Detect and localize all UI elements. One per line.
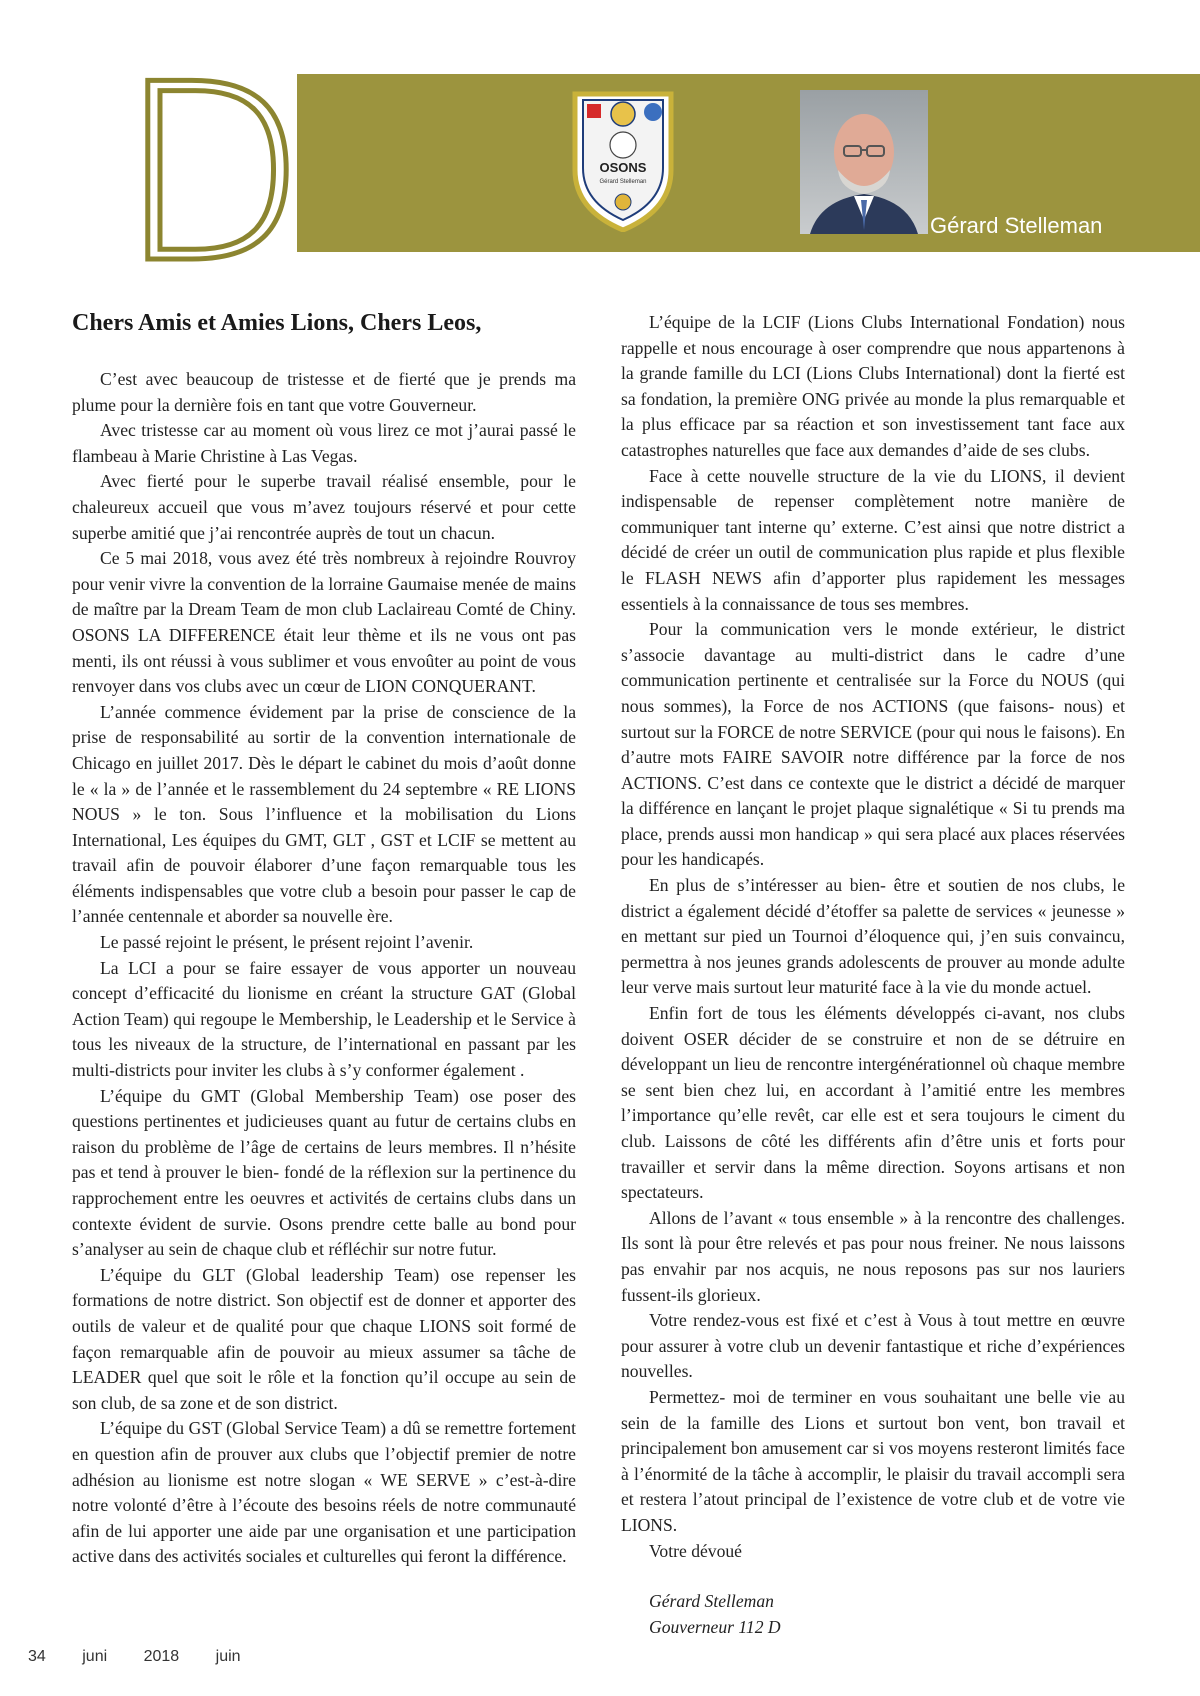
paragraph: Avec tristesse car au moment où vous lirez ce mot j’aurai passé le flambeau à Marie Christine à Las Vegas.: [72, 420, 576, 466]
letter-salutation: Chers Amis et Amies Lions, Chers Leos,: [72, 310, 482, 336]
flash-logo-icon: [644, 103, 662, 121]
footer-month-nl: juni: [82, 1648, 108, 1665]
left-column: [72, 367, 576, 1570]
paragraph: L’équipe du GMT (Global Membership Team) ose poser des questions pertinentes et judicieuses quant au futur de certains clubs en raison du problème de l’âge de certains de leurs membres. Il n’hésite pas et tend à prouver le bien- fondé de la réflexion sur la pertinence du rapprochement entre les oeuvres et activités de certains clubs dans un contexte évident de survie. Osons prendre cette balle au bond pour s’analyser au sein de chaque club et réfléchir sur notre futur.: [72, 1085, 576, 1260]
paragraph: Permettez- moi de terminer en vous souhaitant une belle vie au sein de la famille des Lions et surtout bon vent, bon travail et principalement bon amusement car si vos moyens resteront limités face à l’énormité de la tâche à accomplir, le plaisir du travail accompli sera et restera l’atout principal de l’existence de votre club et de votre vie LIONS.: [621, 1386, 1125, 1535]
page-number: 34: [28, 1648, 46, 1665]
footer-year: 2018: [143, 1648, 180, 1665]
paragraph: En plus de s’intéresser au bien- être et soutien de nos clubs, le district a également décidé d’étoffer sa palette de services « jeunesse » en mettant sur pied un Tournoi d’éloquence qui, j’en suis convaincu, permettra à nos jeunes grands adolescents de prouver au monde adulte leur verve mais surtout leur maturité face à la vie du monde actuel.: [621, 875, 1125, 998]
svg-text:OSONS: OSONS: [599, 160, 647, 175]
paragraph: C’est avec beaucoup de tristesse et de fierté que je prends ma plume pour la dernière fois en tant que votre Gouverneur.: [72, 369, 576, 415]
paragraph: Le passé rejoint le présent, le présent rejoint l’avenir.: [100, 932, 474, 953]
drop-letter: D: [118, 32, 307, 317]
lions-logo-icon: [615, 194, 631, 210]
paragraph: Avec fierté pour le superbe travail réalisé ensemble, pour le chaleureux accueil que vous m’avez toujours réservé et pour cette superbe amitié que j’ai rencontrée auprès de tout un chacun.: [72, 471, 576, 543]
paragraph: L’équipe de la LCIF (Lions Clubs International Fondation) nous rappelle et nous encourage à oser comprendre que nous appartenons à la grande famille du LCI (Lions Clubs International) dont la fierté est sa fondation, la première ONG privée au monde la plus remarquable et la plus efficace par sa réaction et son investissement tant face aux catastrophes naturelles que face aux demandes d’aide de ses clubs.: [621, 312, 1125, 460]
page-footer: [28, 1648, 259, 1666]
paragraph: L’année commence évidement par la prise de conscience de la prise de responsabilité au sortir de la convention internationale de Chicago en juillet 2017. Dès le départ le cabinet du mois d’août donne le « la » de l’année et le rassemblement du 24 septembre « RE LIONS NOUS » le ton. Sous l’influence et la mobilisation du Lions International, Les équipes du GMT, GLT , GST et LCIF se mettent au travail afin de pouvoir élaborer d’une façon remarquable tous les éléments indispensables que votre club a besoin pour passer le cap de l’année centennale et aborder sa nouvelle ère.: [72, 701, 576, 927]
signature-name: Gérard Stelleman: [649, 1591, 774, 1612]
paragraph: Votre rendez-vous est fixé et c’est à Vous à tout mettre en œuvre pour assurer à votre club un devenir fantastique et riche d’expériences nouvelles.: [621, 1310, 1125, 1382]
lions-emblem-icon: [610, 132, 636, 158]
paragraph: La LCI a pour se faire essayer de vous apporter un nouveau concept d’efficacité du lionisme en créant la structure GAT (Global Action Team) qui regoupe le Membership, le Leadership et le Service à tous les niveaux de la structure, de l’international en passant par les multi-districts pour inviter les clubs à s’y conformer également .: [72, 957, 576, 1081]
author-name: Gérard Stelleman: [930, 213, 1103, 238]
paragraph: Face à cette nouvelle structure de la vie du LIONS, il devient indispensable de repenser complètement notre manière de communiquer tant interne qu’ externe. C’est ainsi que notre district a décidé de créer un outil de communication plus rapide et plus flexible le FLASH NEWS afin d’apporter plus rapidement les messages essentiels à la connaissance de tous ses membres.: [621, 465, 1125, 614]
paragraph: Enfin fort de tous les éléments développés ci-avant, nos clubs doivent OSER décider de se construire et non de se détruire en développant un lieu de rencontre intergénérationnel où chaque membre se sent bien chez lui, en accordant à l’amitié entre les membres l’importance qu’elle revêt, car elle est et sera toujours le ciment du club. Laissons de côté les différents afin d’être unis et forts pour travailler et servir dans la même direction. Soyons artisans et non spectateurs.: [621, 1003, 1125, 1203]
svg-text:Gérard Stelleman: Gérard Stelleman: [599, 179, 647, 185]
spacer: [621, 1564, 1125, 1589]
footer-month-fr: juin: [215, 1648, 241, 1665]
district-badge: [571, 90, 675, 232]
right-column: [621, 310, 1125, 1640]
paragraph: Pour la communication vers le monde extérieur, le district s’associe davantage au multi-district dans le cadre d’une communication pertinente et centralisée sur la Force du NOUS (qui nous sommes), la Force de nos ACTIONS (que faisons- nous) et surtout sur la FORCE de notre SERVICE (pour qui nous le faisons). En d’autre mots FAIRE SAVOIR notre différence par la force de nos ACTIONS. C’est dans ce contexte que le district a décidé de marquer la différence en lançant le projet plaque signalétique « Si tu prends ma place, prends aussi mon handicap » qui sera placé aux places réservées pour les handicapés.: [621, 619, 1125, 870]
closing: Votre dévoué: [649, 1540, 742, 1561]
author-portrait: [800, 90, 928, 234]
centennial-logo-icon: [611, 102, 635, 126]
paragraph: L’équipe du GST (Global Service Team) a dû se remettre fortement en question afin de prouver aux clubs que l’objectif premier de notre adhésion au lionisme est notre slogan « WE SERVE » c’est-à-dire notre volonté d’être à l’écoute des besoins réels de notre communauté afin de lui apporter une aide par une organisation et une participation active dans des activités sociales et culturelles qui feront la différence.: [72, 1418, 576, 1567]
paragraph: Ce 5 mai 2018, vous avez été très nombreux à rejoindre Rouvroy pour venir vivre la convention de la lorraine Gaumaise menée de mains de maître par la Dream Team de mon club Laclaireau Comté de Chiny. OSONS LA DIFFERENCE était leur thème et ils ne vous ont pas menti, ils ont réussi à vous sublimer et vous envoûter au point de vous renvoyer dans vos clubs avec un cœur de LION CONQUERANT.: [72, 548, 576, 697]
paragraph: Allons de l’avant « tous ensemble » à la rencontre des challenges. Ils sont là pour être relevés et pas pour nous freiner. Ne nous laissons pas envahir par nos acquis, ne nous reposons pas sur nos lauriers fussent-ils glorieux.: [621, 1207, 1125, 1305]
flag-icon: [587, 104, 601, 118]
signature-title: Gouverneur 112 D: [649, 1616, 781, 1637]
paragraph: L’équipe du GLT (Global leadership Team) ose repenser les formations de notre district. Son objectif est de donner et apporter des outils de valeur et de qualité pour que chaque LIONS soit formé de façon remarquable afin de pouvoir au mieux assumer sa tâche de LEADER quel que soit le rôle et la fonction qu’il occupe au sein de son club, de sa zone et de son district.: [72, 1264, 576, 1413]
